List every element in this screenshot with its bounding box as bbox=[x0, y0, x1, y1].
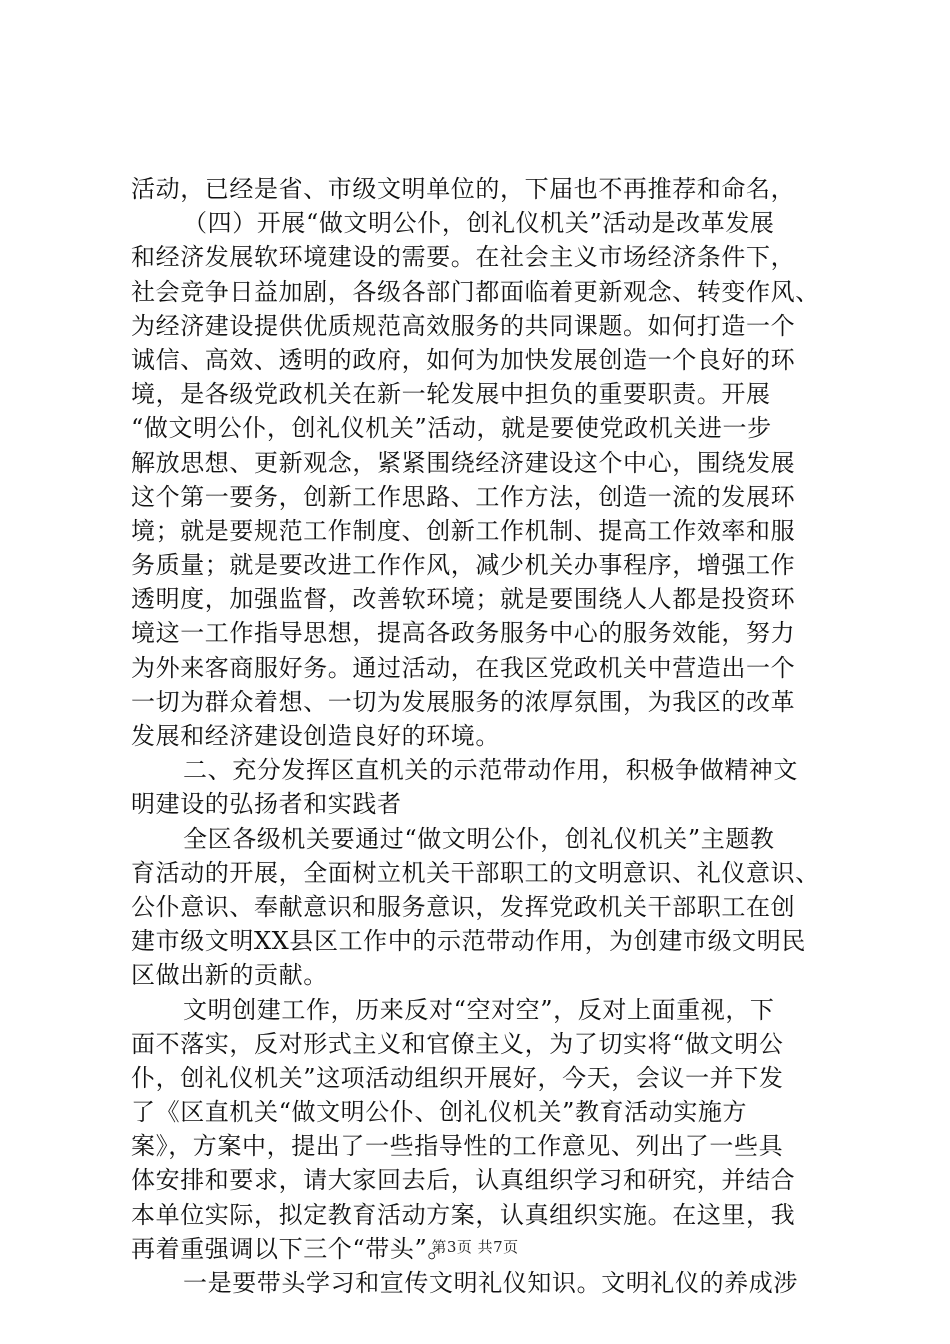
text-line: 发展和经济建设创造良好的环境。 bbox=[131, 722, 500, 750]
text-line: 社会竞争日益加剧，各级各部门都面临着更新观念、转变作风、 bbox=[131, 277, 820, 306]
text-line: 务质量；就是要改进工作作风，减少机关办事程序，增强工作 bbox=[131, 551, 796, 580]
text-line: 全区各级机关要通过“做文明公仆，创礼仪机关”主题教 bbox=[183, 824, 775, 853]
text-line: 体安排和要求，请大家回去后，认真组织学习和研究，并结合 bbox=[131, 1166, 796, 1195]
text-line: 境，是各级党政机关在新一轮发展中担负的重要职责。开展 bbox=[131, 380, 771, 409]
text-line: 再着重强调以下三个“带头”。 bbox=[131, 1234, 452, 1263]
text-line: 案》，方案中，提出了一些指导性的工作意见、列出了一些具 bbox=[131, 1132, 784, 1161]
page-footer: 第3页 共7页 bbox=[431, 1238, 519, 1256]
text-line: 透明度，加强监督，改善软环境；就是要围绕人人都是投资环 bbox=[131, 585, 796, 614]
text-line: 公仆意识、奉献意识和服务意识，发挥党政机关干部职工在创 bbox=[131, 892, 796, 921]
text-line: 一切为群众着想、一切为发展服务的浓厚氛围，为我区的改革 bbox=[131, 687, 796, 716]
section-heading-continued: 明建设的弘扬者和实践者 bbox=[131, 790, 402, 819]
body-text bbox=[131, 172, 827, 1300]
text-line: 区做出新的贡献。 bbox=[131, 961, 328, 990]
text-line: 面不落实，反对形式主义和官僚主义，为了切实将“做文明公 bbox=[131, 1029, 784, 1058]
text-line: 本单位实际，拟定教育活动方案，认真组织实施。在这里，我 bbox=[131, 1200, 796, 1229]
text-line: 为外来客商服好务。通过活动，在我区党政机关中营造出一个 bbox=[131, 653, 796, 682]
text-line: “做文明公仆，创礼仪机关”活动，就是要使党政机关进一步 bbox=[131, 414, 772, 443]
section-heading: 二、充分发挥区直机关的示范带动作用，积极争做精神文 bbox=[183, 756, 798, 785]
text-line: 了《区直机关“做文明公仆、创礼仪机关”教育活动实施方 bbox=[131, 1098, 748, 1127]
text-line: 为经济建设提供优质规范高效服务的共同课题。如何打造一个 bbox=[131, 311, 796, 340]
text-line: 诚信、高效、透明的政府，如何为加快发展创造一个良好的环 bbox=[131, 345, 796, 374]
text-line: 境这一工作指导思想，提高各政务服务中心的服务效能，努力 bbox=[131, 619, 796, 648]
text-line: 这个第一要务，创新工作思路、工作方法，创造一流的发展环 bbox=[131, 482, 796, 511]
text-line: 仆，创礼仪机关”这项活动组织开展好，今天，会议一并下发 bbox=[131, 1063, 784, 1092]
text-line: （四）开展“做文明公仆，创礼仪机关”活动是改革发展 bbox=[183, 209, 775, 238]
text-line: 境；就是要规范工作制度、创新工作机制、提高工作效率和服 bbox=[131, 516, 796, 545]
text-line: 育活动的开展，全面树立机关干部职工的文明意识、礼仪意识、 bbox=[131, 858, 820, 887]
text-line: 活动，已经是省、市级文明单位的，下届也不再推荐和命名， bbox=[131, 175, 796, 203]
text-line: 和经济发展软环境建设的需要。在社会主义市场经济条件下， bbox=[131, 243, 796, 272]
text-line: 解放思想、更新观念，紧紧围绕经济建设这个中心，围绕发展 bbox=[131, 448, 796, 477]
text-line: 一是要带头学习和宣传文明礼仪知识。文明礼仪的养成涉 bbox=[183, 1269, 798, 1297]
text-line: 文明创建工作，历来反对“空对空”，反对上面重视，下 bbox=[183, 995, 775, 1024]
text-line: 建市级文明XX县区工作中的示范带动作用，为创建市级文明民 bbox=[131, 927, 806, 956]
